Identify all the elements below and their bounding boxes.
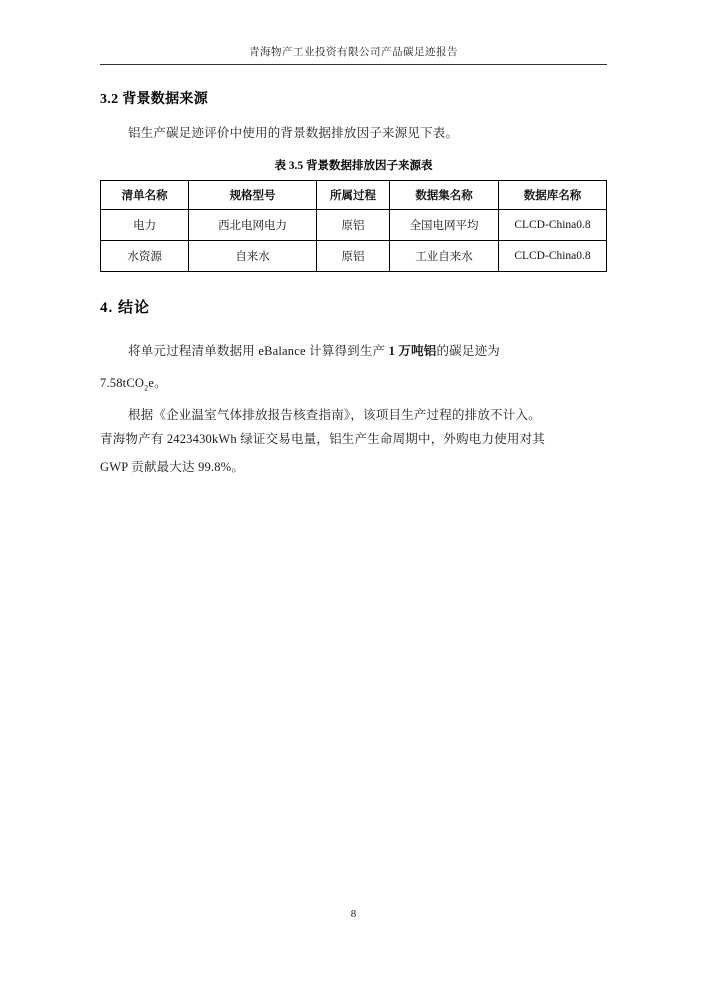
section-heading: 3.2 背景数据来源	[100, 92, 208, 107]
conclusion-p1-part2: 的碳足迹为	[436, 344, 500, 358]
table-header-cell: 清单名称	[101, 181, 189, 210]
carbon-footprint-value: 7.58tCO	[100, 376, 145, 390]
table-cell: 西北电网电力	[189, 210, 317, 241]
table-cell: CLCD-China0.8	[499, 241, 607, 272]
table-header-cell: 数据集名称	[390, 181, 499, 210]
table-cell: 原铝	[316, 210, 389, 241]
table-cell: 水资源	[101, 241, 189, 272]
table-row	[101, 241, 607, 272]
conclusion-p1-part1: 将单元过程清单数据用 eBalance 计算得到生产	[128, 344, 389, 358]
page-number: 8	[350, 908, 357, 920]
conclusion-p1-bold: 1 万吨铝	[388, 344, 437, 358]
background-data-table	[100, 180, 607, 272]
conclusion-paragraph-2-line-1: 根据《企业温室气体排放报告核查指南》，该项目生产过程的排放不计入。	[128, 408, 541, 422]
table-header-cell: 所属过程	[316, 181, 389, 210]
table-cell: CLCD-China0.8	[499, 210, 607, 241]
table-header-row	[101, 181, 607, 210]
table-cell: 工业自来水	[390, 241, 499, 272]
section-intro-paragraph: 铝生产碳足迹评价中使用的背景数据排放因子来源见下表。	[128, 126, 459, 140]
document-header-title: 青海物产工业投资有限公司产品碳足迹报告	[249, 47, 458, 58]
page-content	[100, 0, 607, 999]
table-header-cell: 规格型号	[189, 181, 317, 210]
carbon-footprint-tail: e。	[148, 376, 167, 390]
table-cell: 全国电网平均	[390, 210, 499, 241]
header-divider	[100, 64, 607, 65]
table-caption: 表 3.5 背景数据排放因子来源表	[274, 160, 433, 172]
table-row	[101, 210, 607, 241]
conclusion-heading: 4. 结论	[100, 300, 151, 316]
conclusion-paragraph-1-line-2	[100, 372, 579, 400]
table-cell: 原铝	[316, 241, 389, 272]
table-cell: 电力	[101, 210, 189, 241]
table-cell: 自来水	[189, 241, 317, 272]
conclusion-paragraph-1-line-1	[128, 340, 607, 362]
conclusion-paragraph-2-line-3: GWP 贡献最大达 99.8%。	[100, 460, 245, 474]
conclusion-paragraph-2-line-2: 青海物产有 2423430kWh 绿证交易电量，铝生产生命周期中，外购电力使用对其	[100, 432, 545, 446]
table-header-cell: 数据库名称	[499, 181, 607, 210]
carbon-footprint-subscript: 2	[144, 383, 149, 393]
